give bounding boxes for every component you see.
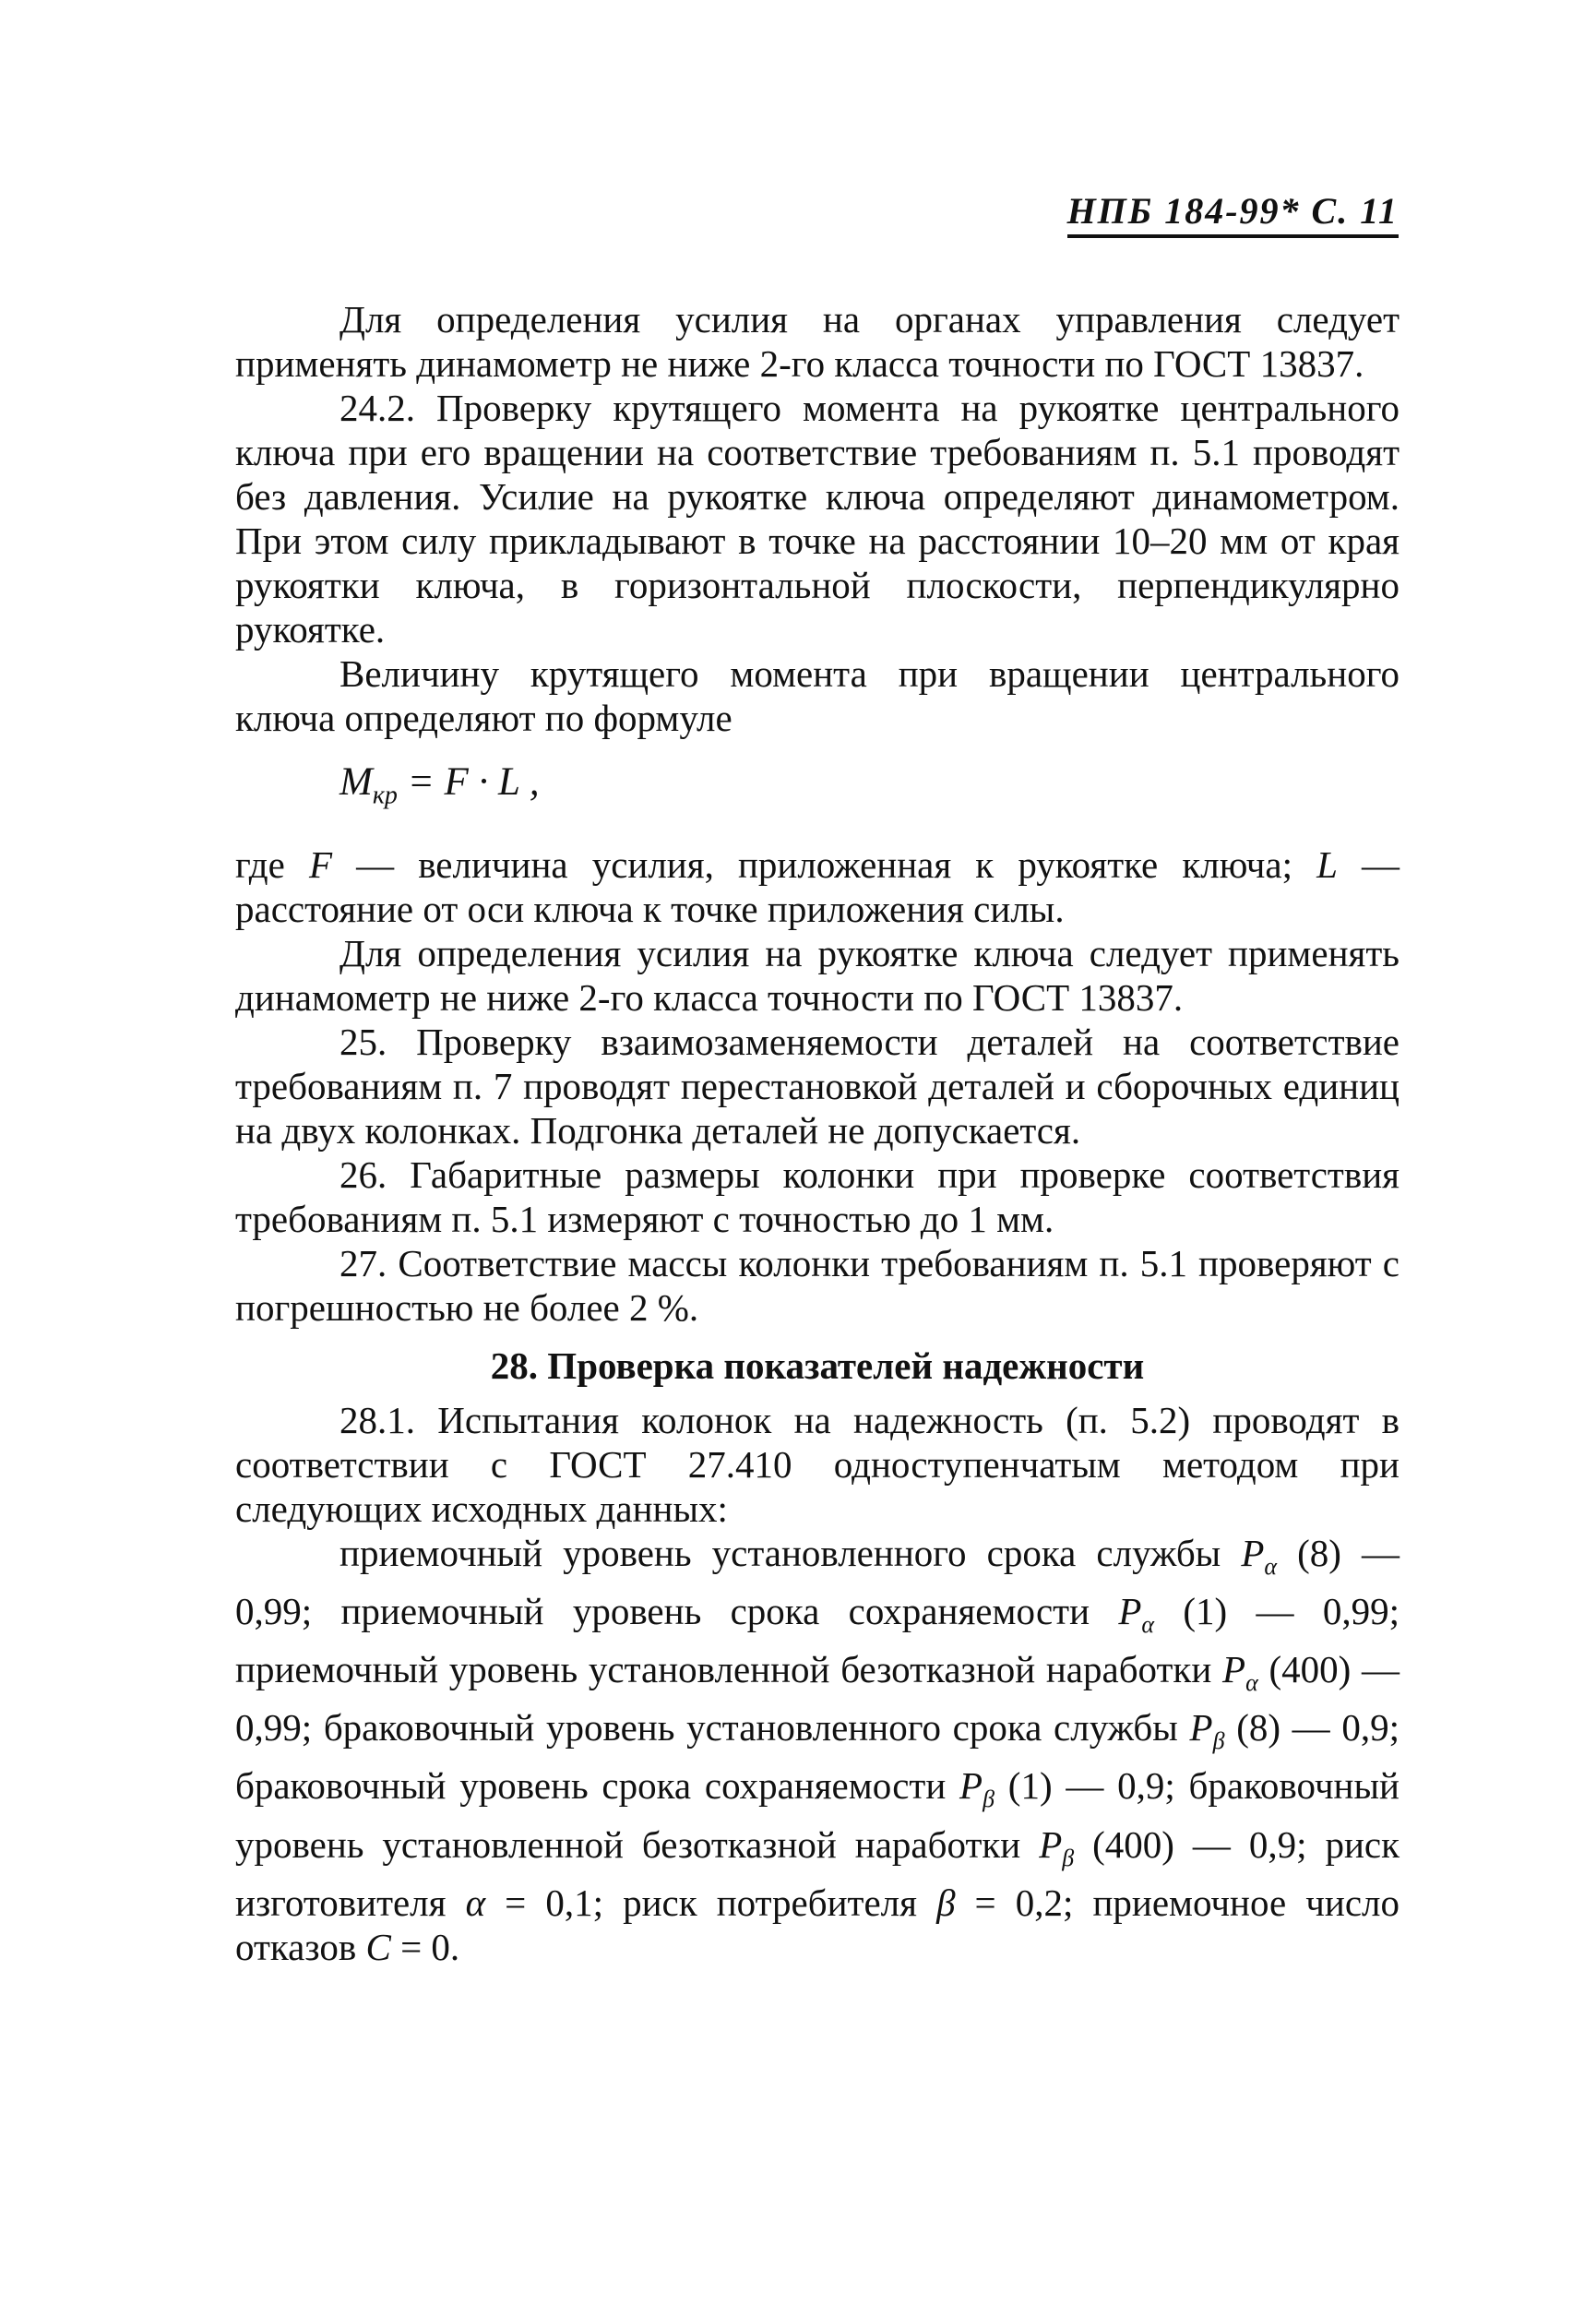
paragraph-reliability-params — [235, 1531, 1399, 1969]
page-header: НПБ 184-99* С. 11 — [1067, 189, 1399, 238]
paragraph-dynamometer-controls: Для определения усилия на органах управления следует применять динамометр не ниже 2-го класса точности по ГОСТ 13837. — [235, 298, 1399, 385]
rp-text-8: = 0,1; риск потребителя — [485, 1881, 937, 1924]
var-p-beta-3: $P_\beta$ — [1039, 1822, 1075, 1871]
rp-text-1: приемочный уровень установленного срока службы — [339, 1531, 1242, 1574]
rp-text-5: (8) — 0,9; браковочный уровень срока сохраняемости — [235, 1706, 1399, 1808]
rp-text-4: (400) — 0,99; браковочный уровень установленного срока службы — [235, 1647, 1399, 1750]
var-beta: β — [936, 1881, 956, 1924]
paragraph-torque-intro: Величину крутящего момента при вращении центрального ключа определяют по формуле — [235, 652, 1399, 739]
section-title-28: 28. Проверка показателей надежности — [490, 1344, 1145, 1387]
paragraph-25: 25. Проверку взаимозаменяемости деталей на соответствие требованиям п. 7 проводят перестановкой деталей и сборочных единиц на двух колонках. Подгонка деталей не допускается. — [235, 1020, 1399, 1152]
var-c: C — [365, 1925, 391, 1968]
document-body — [235, 297, 1399, 1969]
rp-text-7: (400) — 0,9; риск изготовителя — [235, 1822, 1399, 1924]
legend-var-l: L — [1316, 842, 1338, 886]
formula-lhs: M — [339, 760, 373, 804]
var-p-alpha-2: $P_\alpha$ — [1118, 1589, 1155, 1638]
paragraph-28-1: 28.1. Испытания колонок на надежность (п. 5.2) проводят в соответствии с ГОСТ 27.410 одноступенчатым методом при следующих исходных данных: — [235, 1398, 1399, 1530]
var-p-alpha-3: $P_\alpha$ — [1222, 1647, 1258, 1697]
paragraph-24-2: 24.2. Проверку крутящего момента на рукоятке центрального ключа при его вращении на соответствие требованиям п. 5.1 проводят без давления. Усилие на рукоятке ключа определяют динамометром. При этом силу прикладывают в точке на расстоянии 10–20 мм от края рукоятки ключа, в горизонтальной плоскости, перпендикулярно рукоятке. — [235, 387, 1399, 651]
var-alpha: α — [465, 1881, 486, 1924]
rp-text-6: (1) — 0,9; браковочный уровень установленной безотказной наработки — [235, 1764, 1399, 1866]
var-p-beta-2: $P_\beta$ — [959, 1764, 995, 1813]
legend-text-1: где — [235, 842, 309, 886]
legend-text-3: — расстояние от оси ключа к точке приложения силы. — [235, 842, 1399, 930]
legend-text-2: — величина усилия, приложенная к рукоятке ключа; — [331, 842, 1317, 886]
paragraph-dynamometer-key: Для определения усилия на рукоятке ключа следует применять динамометр не ниже 2-го класса точности по ГОСТ 13837. — [235, 931, 1399, 1019]
rp-text-9: = 0,2; приемочное число отказов — [235, 1881, 1399, 1968]
rp-text-10: = 0. — [390, 1925, 460, 1968]
legend-var-f: F — [308, 842, 332, 886]
var-p-beta-1: $P_\beta$ — [1189, 1706, 1225, 1755]
rp-text-3: (1) — 0,99; приемочный уровень установленной безотказной наработки — [235, 1589, 1400, 1690]
rp-text-2: (8) — 0,99; приемочный уровень срока сохраняемости — [235, 1531, 1399, 1632]
var-p-alpha-1: $P_\alpha$ — [1241, 1531, 1278, 1580]
torque-formula — [235, 757, 1399, 822]
formula-subscript: кр — [372, 781, 398, 810]
formula-rhs: = F · L , — [397, 760, 540, 804]
paragraph-27: 27. Соответствие массы колонки требованиям п. 5.1 проверяют с погрешностью не более 2 %. — [235, 1241, 1399, 1329]
paragraph-26: 26. Габаритные размеры колонки при проверке соответствия требованиям п. 5.1 измеряют с точностью до 1 мм. — [235, 1152, 1399, 1240]
paragraph-formula-legend — [235, 842, 1399, 931]
